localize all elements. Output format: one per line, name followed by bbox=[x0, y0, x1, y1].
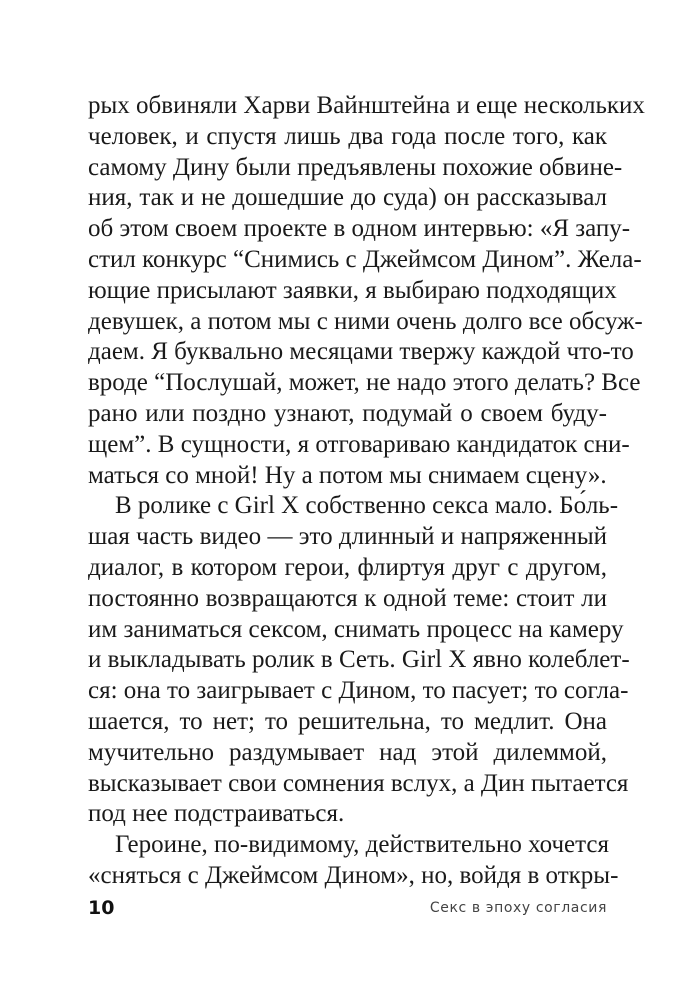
text-line: ния, так и не дошедшие до суда) он рассказывал bbox=[88, 184, 607, 212]
text-line: девушек, а потом мы с ними очень долго все обсуж- bbox=[88, 307, 643, 335]
text-line: постоянно возвращаются к одной теме: стоит ли bbox=[88, 584, 607, 612]
text-line: ся: она то заигрывает с Дином, то пасует; то согла- bbox=[88, 677, 629, 705]
text-line: под нее подстраиваться. bbox=[88, 800, 345, 828]
running-title: Секс в эпоху согласия bbox=[429, 900, 607, 916]
text-line: маться со мной! Ну а потом мы снимаем сцену». bbox=[88, 461, 607, 489]
text-line: В ролике с Girl X собственно секса мало. Бо́ль- bbox=[115, 492, 619, 520]
text-line: самому Дину были предъявлены похожие обвине- bbox=[88, 153, 623, 181]
text-line: шая часть видео — это длинный и напряженный bbox=[88, 523, 607, 551]
text-line: ющие присылают заявки, я выбираю подходящих bbox=[88, 276, 617, 304]
text-line: щем”. В сущности, я отговариваю кандидаток сни- bbox=[88, 430, 630, 458]
text-line: даем. Я буквально месяцами твержу каждой что-то bbox=[88, 338, 634, 366]
text-line: мучительно раздумывает над этой дилеммой, bbox=[88, 738, 607, 766]
text-line: человек, и спустя лишь два года после того, как bbox=[88, 122, 607, 150]
text-line: им заниматься сексом, снимать процесс на камеру bbox=[88, 615, 624, 643]
text-line: Героине, по-видимому, действительно хочется bbox=[115, 831, 609, 859]
text-line: об этом своем проекте в одном интервью: «Я запу- bbox=[88, 215, 631, 243]
text-line: рых обвиняли Харви Вайнштейна и еще нескольких bbox=[88, 92, 645, 119]
text-line: рано или поздно узнают, подумай о своем буду- bbox=[88, 399, 607, 427]
text-line: диалог, в котором герои, флиртуя друг с другом, bbox=[88, 553, 607, 581]
page-body-text bbox=[88, 91, 645, 892]
text-line: высказывает свои сомнения вслух, а Дин пытается bbox=[88, 769, 629, 797]
text-line: шается, то нет; то решительна, то медлит. Она bbox=[88, 707, 607, 735]
text-line: и выкладывать ролик в Сеть. Girl X явно колеблет- bbox=[88, 646, 630, 674]
text-line: стил конкурс “Снимись с Джеймсом Дином”. Жела- bbox=[88, 245, 642, 273]
text-line: «сняться с Джеймсом Дином», но, войдя в откры- bbox=[88, 861, 619, 889]
text-line: вроде “Послушай, может, не надо этого делать? Все bbox=[88, 369, 641, 397]
page-number: 10 bbox=[88, 897, 115, 919]
